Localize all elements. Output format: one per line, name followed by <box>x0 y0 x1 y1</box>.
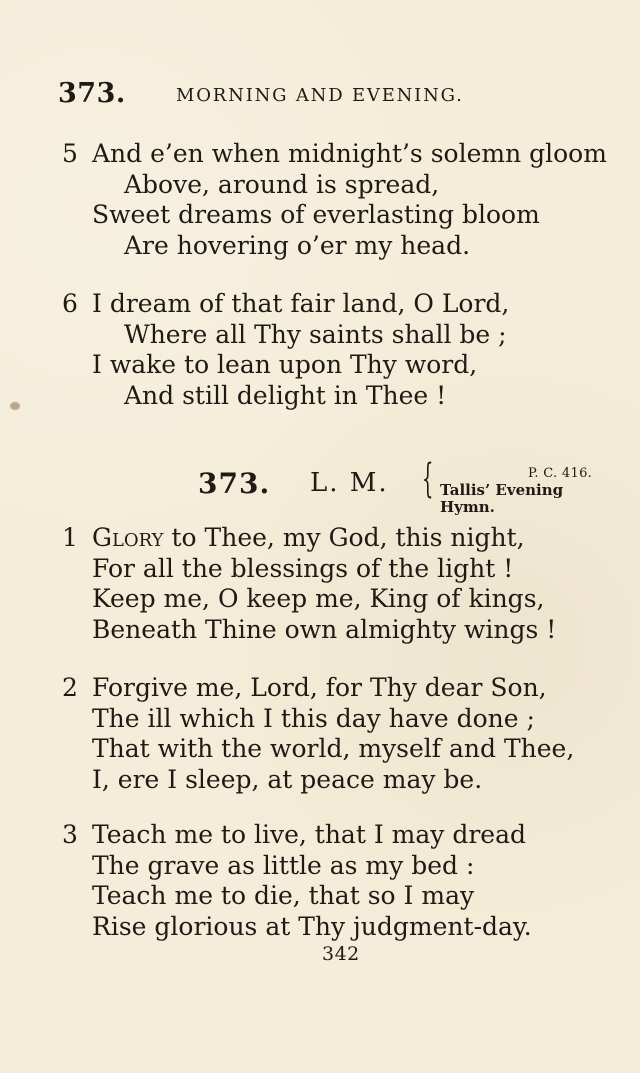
opening-line-rest: to Thee, my God, this night, <box>163 523 525 552</box>
stanza-line: Keep me, O keep me, King of kings, <box>92 584 545 613</box>
stanza-line: That with the world, myself and Thee, <box>92 734 575 763</box>
hymn-stanza-1 <box>62 523 622 645</box>
stanza-line: The grave as little as my bed : <box>92 850 475 880</box>
stanza-line: I dream of that fair land, O Lord, <box>92 289 510 318</box>
stanza-line: And still delight in Thee ! <box>124 380 447 410</box>
stanza-number: 1 <box>62 523 78 552</box>
stanza-number: 3 <box>62 820 78 849</box>
stanza-line: Beneath Thine own almighty wings ! <box>92 614 557 644</box>
stanza-number: 5 <box>62 139 78 168</box>
stanza-line: Sweet dreams of everlasting bloom <box>92 200 540 229</box>
stanza-line: Teach me to live, that I may dread <box>92 820 526 849</box>
stanza-line: Are hovering o’er my head. <box>124 230 471 260</box>
tune-brace: { <box>422 456 434 502</box>
stanza-line: And e’en when midnight’s solemn gloom <box>92 139 607 168</box>
stanza-line: Rise glorious at Thy judgment-day. <box>92 911 532 941</box>
page-number: 342 <box>322 943 360 965</box>
hymn-stanza-2 <box>62 673 622 795</box>
stanza-line: The ill which I this day have done ; <box>92 703 535 733</box>
hymn-heading <box>198 456 622 516</box>
header-hymn-number: 373. <box>58 78 126 109</box>
previous-hymn-stanza-6 <box>62 289 622 411</box>
hymn-stanza-3 <box>62 820 622 942</box>
previous-hymn-stanza-5 <box>62 139 622 261</box>
stanza-line: I, ere I sleep, at peace may be. <box>92 764 483 794</box>
header-section-title: MORNING AND EVENING. <box>176 85 464 106</box>
page-stain <box>10 402 20 410</box>
stanza-number: 2 <box>62 673 78 702</box>
hymn-number: 373. <box>198 467 271 500</box>
hymn-meter: L. M. <box>310 468 389 498</box>
tune-reference <box>440 465 622 516</box>
running-header <box>58 78 518 112</box>
stanza-line: Forgive me, Lord, for Thy dear Son, <box>92 673 547 702</box>
tune-code: P. C. 416. <box>528 466 593 481</box>
stanza-line: For all the blessings of the light ! <box>92 553 514 583</box>
stanza-line: Teach me to die, that so I may <box>92 881 475 910</box>
stanza-line <box>62 523 622 554</box>
stanza-line: Above, around is spread, <box>124 169 440 199</box>
stanza-line: I wake to lean upon Thy word, <box>92 350 478 379</box>
tune-name: Tallis’ Evening Hymn. <box>440 481 564 516</box>
stanza-line: Where all Thy saints shall be ; <box>124 319 507 349</box>
opening-word: Glory <box>92 523 164 552</box>
stanza-number: 6 <box>62 289 78 318</box>
